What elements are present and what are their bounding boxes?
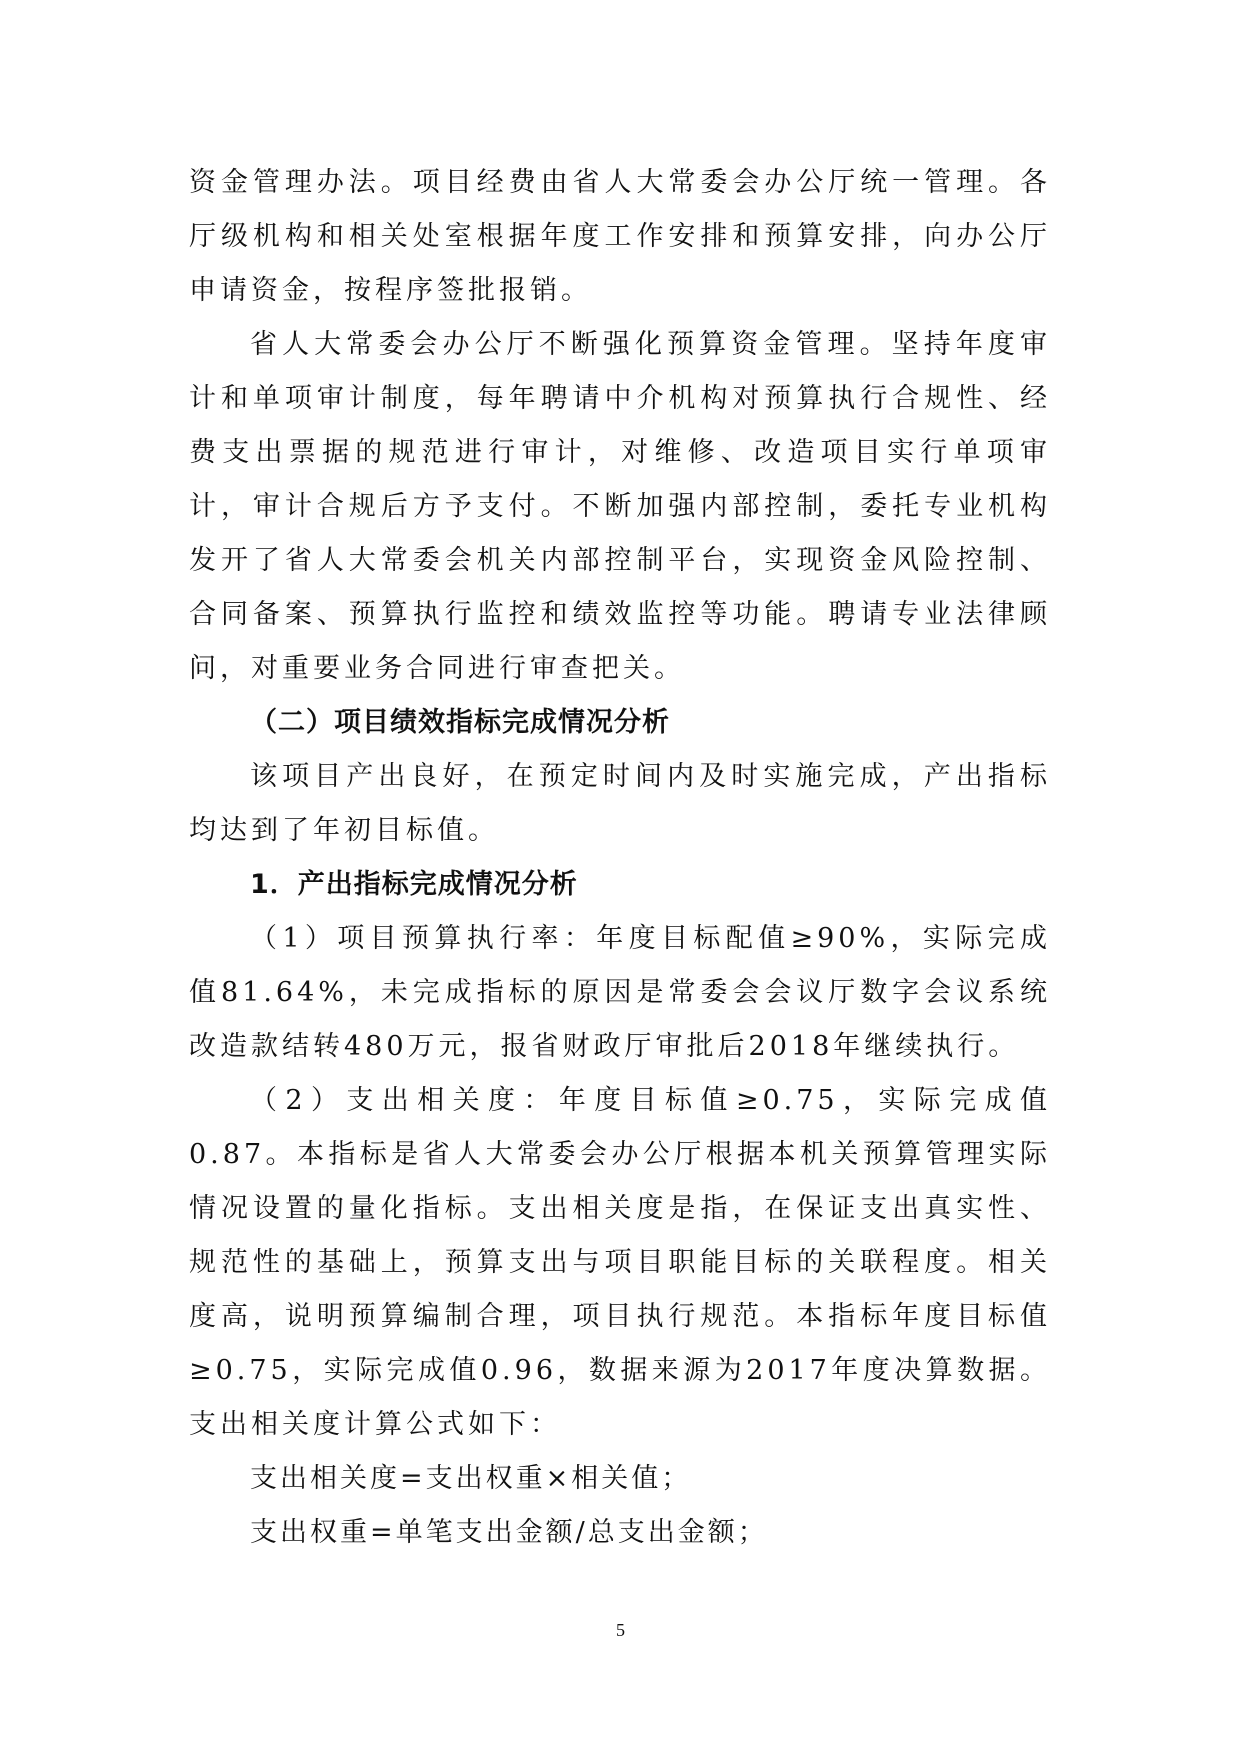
document-body <box>189 156 1051 1560</box>
formula-weight: 支出权重=单笔支出金额/总支出金额； <box>250 1517 768 1548</box>
subsection-heading-output-indicators: 1．产出指标完成情况分析 <box>250 869 578 900</box>
formula-relevance: 支出相关度=支出权重×相关值； <box>250 1463 692 1494</box>
paragraph-output-summary: 该项目产出良好，在预定时间内及时实施完成，产出指标均达到了年初目标值。 <box>189 761 1051 846</box>
paragraph-budget-execution-rate: （1）项目预算执行率：年度目标配值≥90%，实际完成值81.64%，未完成指标的原因是常委会会议厅数字会议系统改造款结转480万元，报省财政厅审批后2018年继续执行。 <box>189 923 1051 1062</box>
section-heading-performance-analysis: （二）项目绩效指标完成情况分析 <box>250 707 670 738</box>
paragraph-budget-control: 省人大常委会办公厅不断强化预算资金管理。坚持年度审计和单项审计制度，每年聘请中介机构对预算执行合规性、经费支出票据的规范进行审计，对维修、改造项目实行单项审计，审计合规后方予支付。不断加强内部控制，委托专业机构发开了省人大常委会机关内部控制平台，实现资金风险控制、合同备案、预算执行监控和绩效监控等功能。聘请专业法律顾问，对重要业务合同进行审查把关。 <box>189 329 1051 684</box>
page-number: 5 <box>616 1620 625 1640</box>
paragraph-expenditure-relevance: （2）支出相关度：年度目标值≥0.75，实际完成值0.87。本指标是省人大常委会办公厅根据本机关预算管理实际情况设置的量化指标。支出相关度是指，在保证支出真实性、规范性的基础上，预算支出与项目职能目标的关联程度。相关度高，说明预算编制合理，项目执行规范。本指标年度目标值≥0.75，实际完成值0.96，数据来源为2017年度决算数据。支出相关度计算公式如下： <box>189 1085 1051 1440</box>
paragraph-fund-management: 资金管理办法。项目经费由省人大常委会办公厅统一管理。各厅级机构和相关处室根据年度工作安排和预算安排，向办公厅申请资金，按程序签批报销。 <box>189 167 1051 306</box>
